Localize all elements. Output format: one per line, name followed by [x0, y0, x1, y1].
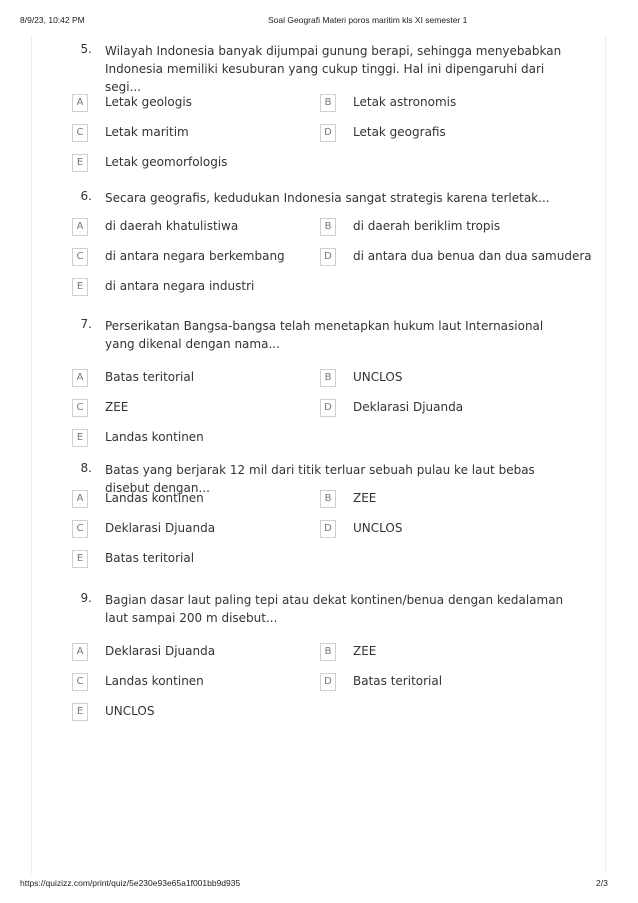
question-text: Secara geografis, kedudukan Indonesia sangat strategis karena terletak... — [105, 191, 550, 205]
question-number: 5. — [80, 42, 92, 56]
question-number: 8. — [80, 461, 92, 475]
option-letter-box: A — [72, 94, 88, 112]
question-text: Batas yang berjarak 12 mil dari titik terluar sebuah pulau ke laut bebas disebut dengan... — [105, 463, 535, 495]
option-letter-box: D — [320, 399, 336, 417]
option-letter-box: C — [72, 520, 88, 538]
option-letter-box: D — [320, 248, 336, 266]
option-text: di daerah khatulistiwa — [105, 219, 239, 233]
question-number: 6. — [80, 189, 92, 203]
page-number: 2/3 — [596, 878, 608, 888]
option-text: UNCLOS — [353, 370, 403, 384]
print-datetime: 8/9/23, 10:42 PM — [20, 15, 85, 25]
option-letter-box: E — [72, 703, 88, 721]
option-text: Letak geomorfologis — [105, 155, 228, 169]
page-left-border — [31, 36, 32, 874]
option-letter-box: B — [320, 94, 336, 112]
option-letter-box: A — [72, 218, 88, 236]
option-letter-box: E — [72, 278, 88, 296]
option-text: Letak astronomis — [353, 95, 457, 109]
option-text: ZEE — [353, 644, 377, 658]
option-letter-box: B — [320, 643, 336, 661]
option-letter-box: A — [72, 643, 88, 661]
option-text: Landas kontinen — [105, 491, 204, 505]
document-title: Soal Geografi Materi poros maritim kls XI semester 1 — [268, 15, 468, 25]
option-letter-box: B — [320, 369, 336, 387]
option-text: di antara negara berkembang — [105, 249, 285, 263]
option-text: di daerah beriklim tropis — [353, 219, 501, 233]
option-text: Landas kontinen — [105, 674, 204, 688]
option-letter-box: A — [72, 490, 88, 508]
option-text: di antara negara industri — [105, 279, 255, 293]
option-text: ZEE — [353, 491, 377, 505]
option-letter-box: B — [320, 218, 336, 236]
option-text: Deklarasi Djuanda — [353, 400, 464, 414]
option-text: ZEE — [105, 400, 129, 414]
option-text: Batas teritorial — [353, 674, 443, 688]
option-letter-box: E — [72, 429, 88, 447]
option-letter-box: B — [320, 490, 336, 508]
option-text: Letak geografis — [353, 125, 446, 139]
question-number: 9. — [80, 591, 92, 605]
option-letter-box: C — [72, 673, 88, 691]
option-text: Deklarasi Djuanda — [105, 521, 216, 535]
question-text: Perserikatan Bangsa-bangsa telah menetapkan hukum laut Internasional yang dikenal dengan nama... — [105, 319, 544, 351]
option-letter-box: D — [320, 520, 336, 538]
question-text: Bagian dasar laut paling tepi atau dekat kontinen/benua dengan kedalaman laut sampai 200 m disebut... — [105, 593, 564, 625]
option-letter-box: D — [320, 673, 336, 691]
option-text: di antara dua benua dan dua samudera — [353, 249, 592, 263]
option-text: UNCLOS — [353, 521, 403, 535]
page-right-border — [605, 36, 606, 874]
option-letter-box: E — [72, 154, 88, 172]
option-letter-box: C — [72, 124, 88, 142]
option-letter-box: E — [72, 550, 88, 568]
option-letter-box: D — [320, 124, 336, 142]
option-text: Batas teritorial — [105, 551, 195, 565]
page-url: https://quizizz.com/print/quiz/5e230e93e65a1f001bb9d935 — [20, 878, 241, 888]
option-text: Landas kontinen — [105, 430, 204, 444]
option-text: Batas teritorial — [105, 370, 195, 384]
question-text: Wilayah Indonesia banyak dijumpai gunung berapi, sehingga menyebabkan Indonesia memiliki kesuburan yang cukup tinggi. Hal ini dipengaruhi dari segi... — [105, 44, 562, 94]
option-text: Letak maritim — [105, 125, 189, 139]
option-text: UNCLOS — [105, 704, 155, 718]
option-text: Letak geologis — [105, 95, 192, 109]
option-letter-box: C — [72, 399, 88, 417]
option-text: Deklarasi Djuanda — [105, 644, 216, 658]
option-letter-box: C — [72, 248, 88, 266]
option-letter-box: A — [72, 369, 88, 387]
question-number: 7. — [80, 317, 92, 331]
